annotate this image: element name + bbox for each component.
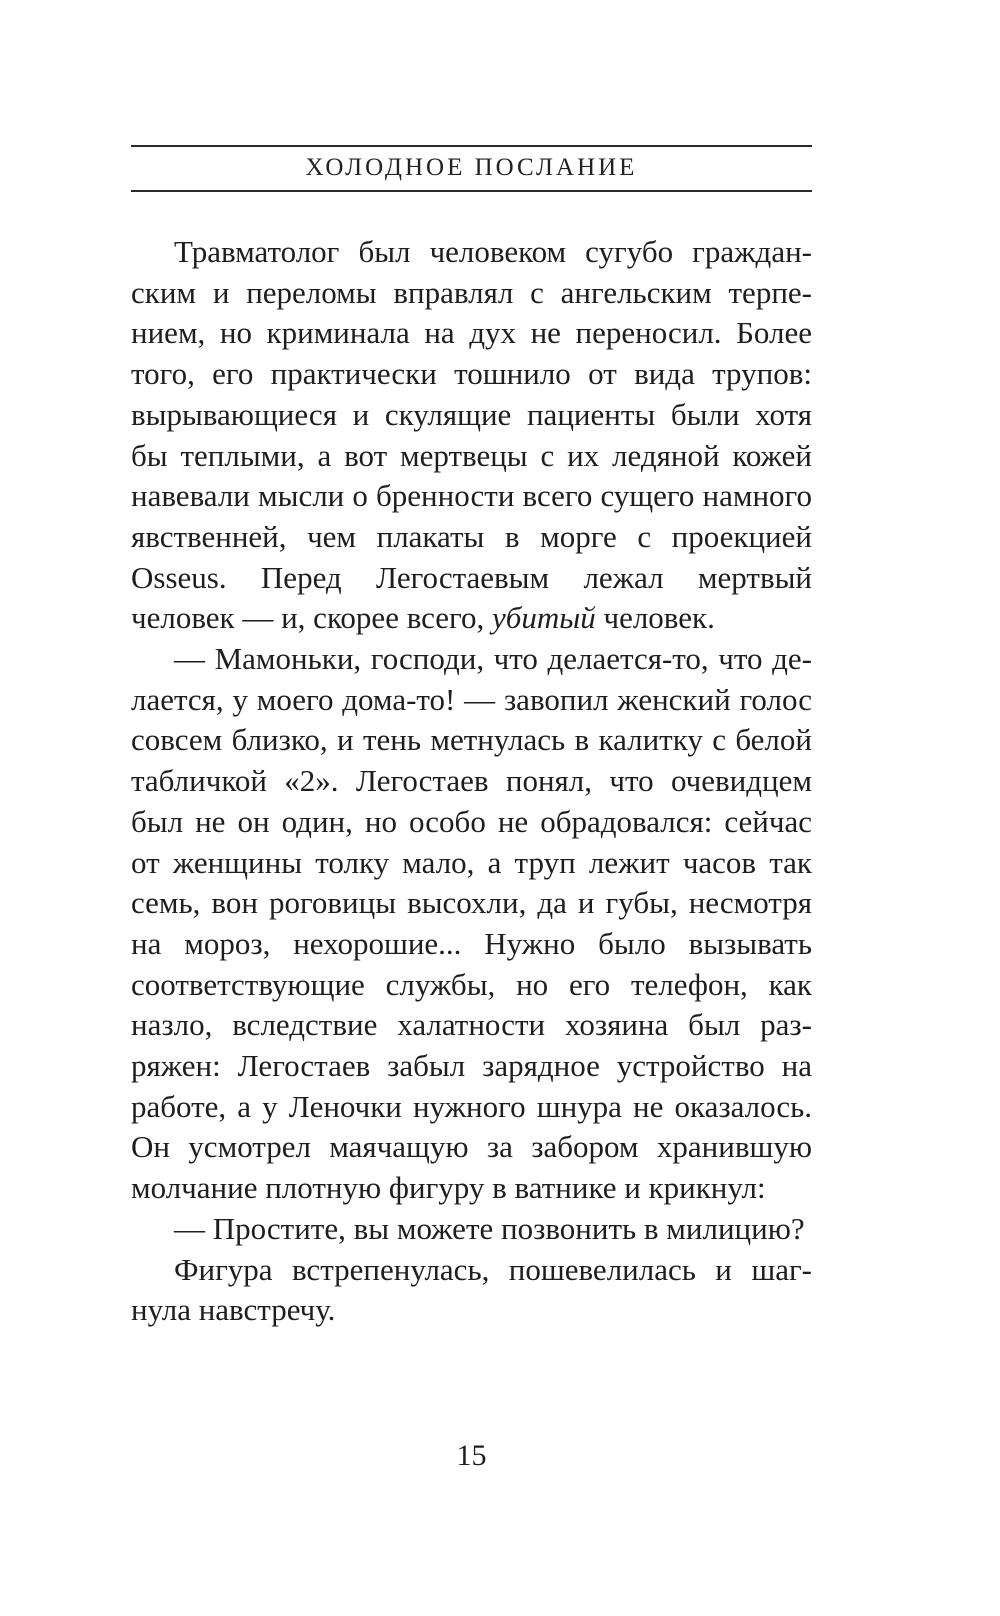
paragraph-1 <box>131 232 812 639</box>
paragraph-1-end: человек. <box>595 600 715 636</box>
header-rule-bottom <box>131 190 812 192</box>
header-rule-top <box>131 145 812 147</box>
running-head: ХОЛОДНОЕ ПОСЛАНИЕ <box>305 154 638 181</box>
page-number: 15 <box>456 1439 487 1472</box>
paragraph-1-start: Травматолог был человеком сугубо гражданским и переломы вправлял с ангельским терпением, но криминала на дух не переносил. Более того, его практически тошнило от вида трупов: вырывающиеся и скулящие пациенты были хотя бы теплыми, а вот мертвецы с их ледяной кожей навевали мысли о бренности всего сущего намного явственней, чем плакаты в морге с проекцией Osseus. Перед Легостаевым лежал мертвый человек — и, скорее всего, <box>131 234 812 636</box>
paragraph-1-italic: убитый <box>492 600 596 636</box>
paragraph-3: — Простите, вы можете позвонить в милицию? <box>174 1210 805 1246</box>
body-text <box>131 232 812 1331</box>
paragraph-4: Фигура встрепенулась, пошевелилась и шагнула навстречу. <box>131 1251 812 1328</box>
paragraph-2: — Мамоньки, господи, что делается-то, что делается, у моего дома-то! — завопил женский голос совсем близко, и тень метнулась в калитку с белой табличкой «2». Легостаев понял, что очевидцем был не он один, но особо не обрадовался: сейчас от женщины толку мало, а труп лежит часов так семь, вон роговицы высохли, да и губы, несмотря на мороз, нехорошие... Нужно было вызывать соответствующие службы, но его телефон, как назло, вследствие халатности хозяина был разряжен: Легостаев забыл зарядное устройство на работе, а у Леночки нужного шнура не оказалось. Он усмотрел маячащую за забором хранившую молчание плотную фигуру в ватнике и крикнул: <box>131 641 812 1206</box>
